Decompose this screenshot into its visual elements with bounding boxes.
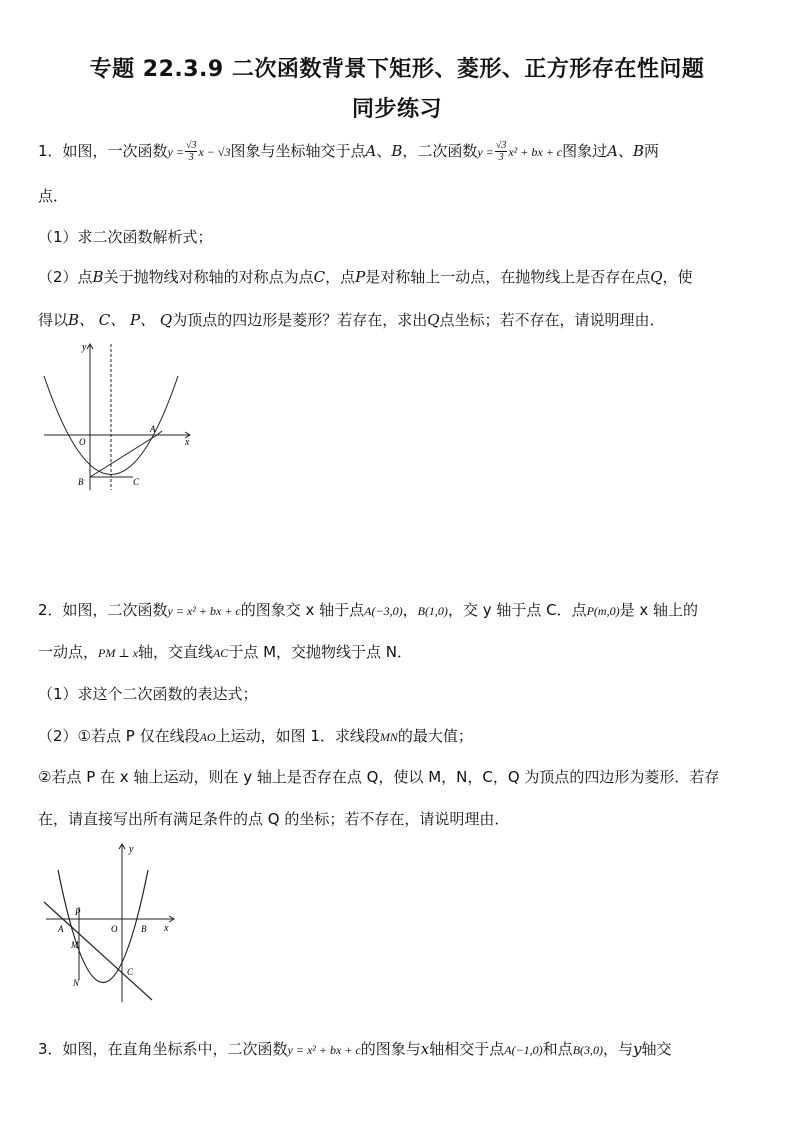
label-N: N [73,978,80,988]
label-O: O [79,437,86,447]
q1-part2-line2: 得以B、 C、 P、 Q为顶点的四边形是菱形？若存在，求出Q点坐标；若不存在，请说明理由． [38,311,665,329]
label-y: y [129,844,134,855]
label-B: B [78,477,84,487]
q2-line1: 2．如图，二次函数y = x² + bx + c的图象交 x 轴于点A(−3,0)，B(1,0)，交 y 轴于点 C．点P(m,0)是 x 轴上的 [38,601,699,619]
label-A: A [150,424,156,434]
q1-part1: （1）求二次函数解析式； [38,228,213,246]
fraction: $\frac{√3}{3}$ [185,140,197,163]
q1-part2-line1: （2）点B关于抛物线对称轴的对称点为点C，点P是对称轴上一动点，在抛物线上是否存在点Q，使 [38,268,693,286]
label-O: O [111,924,118,934]
q2-part2-2a: ②若点 P 在 x 轴上运动，则在 y 轴上是否存在点 Q，使以 M，N，C，Q 为顶点的四边形为菱形．若存 [38,768,720,786]
label-M: M [71,940,79,950]
page-title: 专题 22.3.9 二次函数背景下矩形、菱形、正方形存在性问题 [89,57,705,82]
label-B: B [141,924,147,934]
figure-2 [38,840,183,1015]
q2-part2-1: （2）①若点 P 仅在线段AO上运动，如图 1．求线段MN的最大值； [38,727,473,745]
q2-part2-2b: 在，请直接写出所有满足条件的点 Q 的坐标；若不存在，请说明理由． [38,810,510,828]
q1-line2: 点． [38,187,69,205]
figure-1 [38,340,198,500]
fraction: $\frac{√3}{3}$ [495,140,507,163]
label-x: x [164,923,169,934]
q2-part1: （1）求这个二次函数的表达式； [38,685,258,703]
label-A: A [58,924,64,934]
label-C: C [133,477,140,487]
line-AC [44,902,152,1000]
line-AB-ext [157,431,162,435]
label-y: y [82,342,87,353]
label-C: C [127,967,134,977]
q3-line1: 3．如图，在直角坐标系中，二次函数y = x² + bx + c的图象与x轴相交于点A(−1,0)和点B(3,0)，与y轴交 [38,1040,672,1058]
q1-line1: 1．如图，一次函数y = $\frac{√3}{3}$ x − √3图象与坐标轴交于点A、B，二次函数y = $\frac{√3}{3}$ x² + bx + c图象过A、B两 [38,140,660,163]
q2-line2: 一动点，PM ⊥ x轴，交直线AC于点 M，交抛物线于点 N． [38,643,413,661]
page-subtitle: 同步练习 [351,97,442,122]
label-x: x [185,437,190,448]
label-P: P [75,907,81,917]
